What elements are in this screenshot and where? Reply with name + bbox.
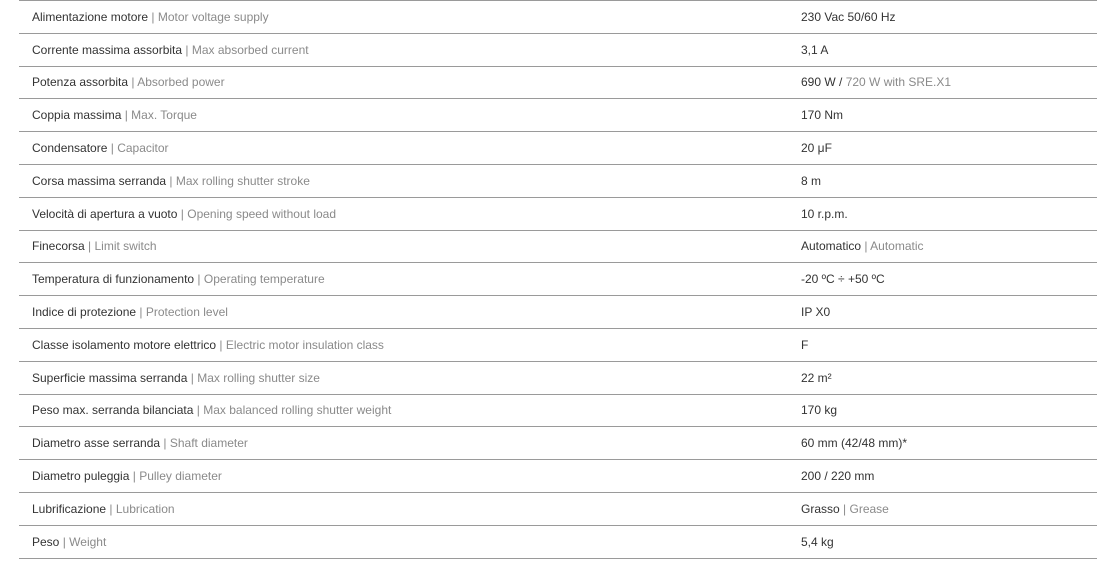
spec-label-english: Pulley diameter [139,469,222,484]
spec-value-cell [801,99,1097,132]
spec-value-cell [801,394,1097,427]
spec-label-cell [19,427,801,460]
spec-label-cell [19,99,801,132]
spec-label-italian: Superficie massima serranda [32,370,188,385]
label-separator: | [216,337,226,352]
spec-label-english: Motor voltage supply [157,9,269,24]
label-separator: | [129,469,140,484]
spec-value-cell [801,525,1097,558]
spec-value: 170 kg [801,403,838,418]
spec-label-cell [19,525,801,558]
spec-value: 60 mm (42/48 mm)* [801,436,908,451]
spec-row [19,361,1097,394]
label-separator: | [59,534,70,549]
spec-label-cell [19,361,801,394]
spec-value: Automatico [801,239,862,254]
spec-label-cell [19,164,801,197]
spec-value-cell [801,361,1097,394]
label-separator: | [136,305,146,320]
spec-label-italian: Coppia massima [32,108,122,123]
spec-value-cell [801,1,1097,34]
spec-value-cell [801,132,1097,165]
spec-label-cell [19,460,801,493]
spec-row [19,525,1097,558]
spec-value: 230 Vac 50/60 Hz [801,9,896,24]
spec-label-cell [19,1,801,34]
spec-label-cell [19,296,801,329]
spec-label-cell [19,492,801,525]
spec-label-cell [19,263,801,296]
spec-value-english: Grease [849,501,889,516]
spec-value: 3,1 A [801,42,829,57]
label-separator: | [121,108,132,123]
spec-value: 690 W / [801,75,846,90]
spec-label-italian: Peso [32,534,60,549]
spec-label-cell [19,197,801,230]
spec-label-italian: Diametro puleggia [32,469,130,484]
spec-value-english: Automatic [870,239,924,254]
label-separator: | [106,501,116,516]
spec-value-cell [801,33,1097,66]
spec-value: 5,4 kg [801,534,834,549]
spec-value: 8 m [801,173,822,188]
spec-row [19,296,1097,329]
spec-value-cell [801,460,1097,493]
spec-label-english: Shaft diameter [169,436,248,451]
label-separator: | [194,272,204,287]
spec-row [19,99,1097,132]
spec-value-english: | [861,239,871,254]
spec-label-english: Max balanced rolling shutter weight [203,403,392,418]
spec-value-cell [801,66,1097,99]
label-separator: | [187,370,198,385]
spec-label-italian: Condensatore [32,141,108,156]
spec-label-english: Electric motor insulation class [225,337,384,352]
label-separator: | [128,75,138,90]
spec-value-cell [801,263,1097,296]
spec-label-cell [19,328,801,361]
label-separator: | [177,206,188,221]
spec-label-italian: Alimentazione motore [32,9,149,24]
label-separator: | [160,436,170,451]
spec-row [19,132,1097,165]
spec-row [19,1,1097,34]
spec-label-italian: Peso max. serranda bilanciata [32,403,194,418]
spec-label-english: Protection level [145,305,228,320]
spec-row [19,492,1097,525]
spec-row [19,460,1097,493]
spec-label-english: Opening speed without load [187,206,337,221]
spec-label-italian: Lubrificazione [32,501,107,516]
spec-label-english: Lubrication [115,501,175,516]
spec-label-italian: Finecorsa [32,239,85,254]
spec-value: 170 Nm [801,108,844,123]
spec-row [19,164,1097,197]
specifications-table [19,0,1097,559]
spec-label-italian: Corsa massima serranda [32,173,167,188]
label-separator: | [107,141,118,156]
spec-value: Grasso [801,501,840,516]
spec-row [19,197,1097,230]
spec-label-english: Weight [69,534,107,549]
spec-label-english: Max rolling shutter size [197,370,320,385]
spec-row [19,230,1097,263]
label-separator: | [193,403,204,418]
spec-value: 20 μF [801,141,832,156]
spec-value-cell [801,492,1097,525]
spec-label-italian: Velocità di apertura a vuoto [32,206,178,221]
spec-row [19,328,1097,361]
spec-value: -20 ºC ÷ +50 ºC [801,272,885,287]
spec-label-italian: Diametro asse serranda [32,436,161,451]
spec-label-italian: Corrente massima assorbita [32,42,183,57]
spec-row [19,263,1097,296]
spec-label-italian: Classe isolamento motore elettrico [32,337,217,352]
spec-value: 200 / 220 mm [801,469,875,484]
spec-value: IP X0 [801,305,831,320]
spec-row [19,427,1097,460]
spec-label-cell [19,394,801,427]
spec-label-italian: Temperatura di funzionamento [32,272,195,287]
spec-value: F [801,337,809,352]
spec-value-cell [801,164,1097,197]
spec-label-english: Operating temperature [203,272,325,287]
spec-label-english: Limit switch [94,239,157,254]
spec-label-english: Max rolling shutter stroke [175,173,310,188]
spec-label-cell [19,230,801,263]
spec-value-cell [801,427,1097,460]
spec-value-cell [801,296,1097,329]
label-separator: | [182,42,192,57]
label-separator: | [84,239,95,254]
spec-value-english: | [839,501,850,516]
spec-label-cell [19,33,801,66]
specifications-body [19,1,1097,559]
spec-label-english: Absorbed power [137,75,225,90]
spec-row [19,66,1097,99]
spec-label-english: Capacitor [117,141,169,156]
spec-label-italian: Indice di protezione [32,305,137,320]
spec-value-cell [801,230,1097,263]
spec-value-cell [801,328,1097,361]
spec-label-english: Max absorbed current [191,42,309,57]
spec-label-cell [19,66,801,99]
spec-label-english: Max. Torque [131,108,197,123]
spec-label-italian: Potenza assorbita [32,75,129,90]
spec-value-english: 720 W with SRE.X1 [845,75,952,90]
label-separator: | [148,9,158,24]
spec-value: 22 m² [801,370,832,385]
spec-label-cell [19,132,801,165]
spec-value-cell [801,197,1097,230]
label-separator: | [166,173,176,188]
spec-value: 10 r.p.m. [801,206,848,221]
spec-row [19,394,1097,427]
spec-row [19,33,1097,66]
